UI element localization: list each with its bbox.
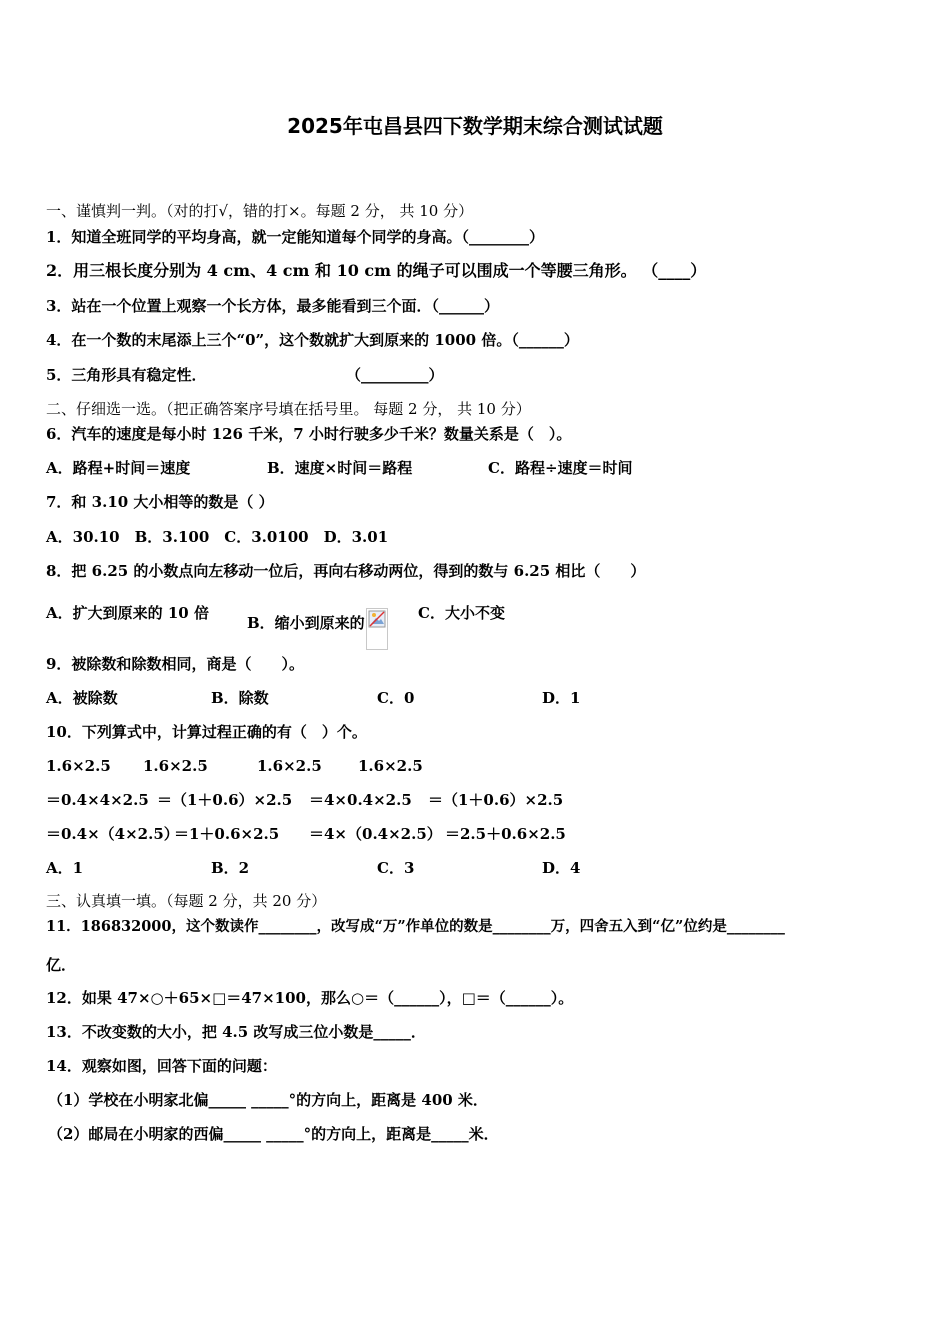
question-9-option-c: C．0 (377, 689, 415, 707)
question-11: 11．186832000，这个数读作________，改写成“万”作单位的数是________万，四舍五入到“亿”位约是________ (46, 918, 785, 935)
question-6-option-b: B．速度×时间＝路程 (267, 459, 413, 477)
section-3-header: 三、认真填一填。（每题 2 分，共 20 分） (46, 892, 327, 910)
page-title: 2025年屯昌县四下数学期末综合测试试题 (287, 114, 663, 138)
question-10-option-c: C．3 (377, 859, 415, 877)
question-8: 8．把 6.25 的小数点向左移动一位后，再向右移动两位，得到的数与 6.25 相比（ ） (46, 562, 646, 580)
calc-2-line-1: 1.6×2.5 (143, 757, 208, 775)
question-2: 2．用三根长度分别为 4 cm、4 cm 和 10 cm 的绳子可以围成一个等腰三角形。 （____） (46, 261, 707, 280)
question-9: 9．被除数和除数相同，商是（ ）。 (46, 655, 304, 673)
question-10: 10．下列算式中，计算过程正确的有（ ）个。 (46, 723, 367, 741)
question-8-option-a: A．扩大到原来的 10 倍 (46, 604, 209, 622)
question-8-option-c: C．大小不变 (418, 604, 505, 622)
question-10-option-b: B．2 (211, 859, 250, 877)
calc-3-line-3: ＝4×（0.4×2.5） (309, 825, 442, 843)
section-1-header: 一、谨慎判一判。（对的打√，错的打×。每题 2 分， 共 10 分） (46, 202, 474, 220)
calc-1-line-2: ＝0.4×4×2.5 (46, 791, 149, 809)
section-2-header: 二、仔细选一选。（把正确答案序号填在括号里。 每题 2 分， 共 10 分） (46, 400, 531, 418)
calc-1-line-3: ＝0.4×（4×2.5） (46, 825, 179, 843)
calc-3-line-2: ＝4×0.4×2.5 (309, 791, 412, 809)
calc-4-line-3: ＝2.5＋0.6×2.5 (445, 825, 566, 843)
question-4: 4．在一个数的末尾添上三个“0”，这个数就扩大到原来的 1000 倍。（______） (46, 331, 579, 349)
question-14: 14．观察如图，回答下面的问题： (46, 1057, 277, 1075)
question-12: 12．如果 47×○＋65×□＝47×100，那么○＝（______），□＝（______）。 (46, 989, 574, 1007)
question-3: 3．站在一个位置上观察一个长方体，最多能看到三个面．（______） (46, 297, 499, 315)
question-9-option-a: A．被除数 (46, 689, 118, 707)
question-5: 5．三角形具有稳定性． (46, 366, 207, 384)
question-9-option-d: D．1 (542, 689, 581, 707)
question-13: 13．不改变数的大小，把 4.5 改写成三位小数是_____． (46, 1023, 426, 1041)
question-5-blank: （_________） (346, 366, 444, 384)
question-6-option-a: A．路程+时间＝速度 (46, 459, 191, 477)
question-10-option-d: D．4 (542, 859, 581, 877)
broken-image-icon (366, 608, 388, 650)
calc-4-line-2: ＝（1＋0.6）×2.5 (428, 791, 564, 809)
question-7-options: A．30.10 B．3.100 C．3.0100 D．3.01 (46, 528, 389, 546)
calc-4-line-1: 1.6×2.5 (358, 757, 423, 775)
question-7: 7．和 3.10 大小相等的数是（ ） (46, 493, 274, 511)
question-14-part-2: （2）邮局在小明家的西偏_____ _____°的方向上，距离是_____米． (48, 1125, 499, 1143)
calc-2-line-3: ＝1＋0.6×2.5 (174, 825, 280, 843)
question-11-continuation: 亿． (46, 956, 77, 974)
calc-2-line-2: ＝（1＋0.6）×2.5 (157, 791, 293, 809)
question-10-option-a: A．1 (46, 859, 84, 877)
question-8-option-b (247, 603, 388, 645)
calc-1-line-1: 1.6×2.5 (46, 757, 111, 775)
question-6-option-c: C．路程÷速度＝时间 (488, 459, 633, 477)
question-14-part-1: （1）学校在小明家北偏_____ _____°的方向上，距离是 400 米． (48, 1091, 488, 1109)
question-6: 6．汽车的速度是每小时 126 千米，7 小时行驶多少千米？数量关系是（ ）。 (46, 425, 572, 443)
question-9-option-b: B．除数 (211, 689, 269, 707)
calc-3-line-1: 1.6×2.5 (257, 757, 322, 775)
question-8-option-b-label: B．缩小到原来的 (247, 614, 365, 632)
question-1: 1．知道全班同学的平均身高，就一定能知道每个同学的身高。（________） (46, 228, 544, 246)
